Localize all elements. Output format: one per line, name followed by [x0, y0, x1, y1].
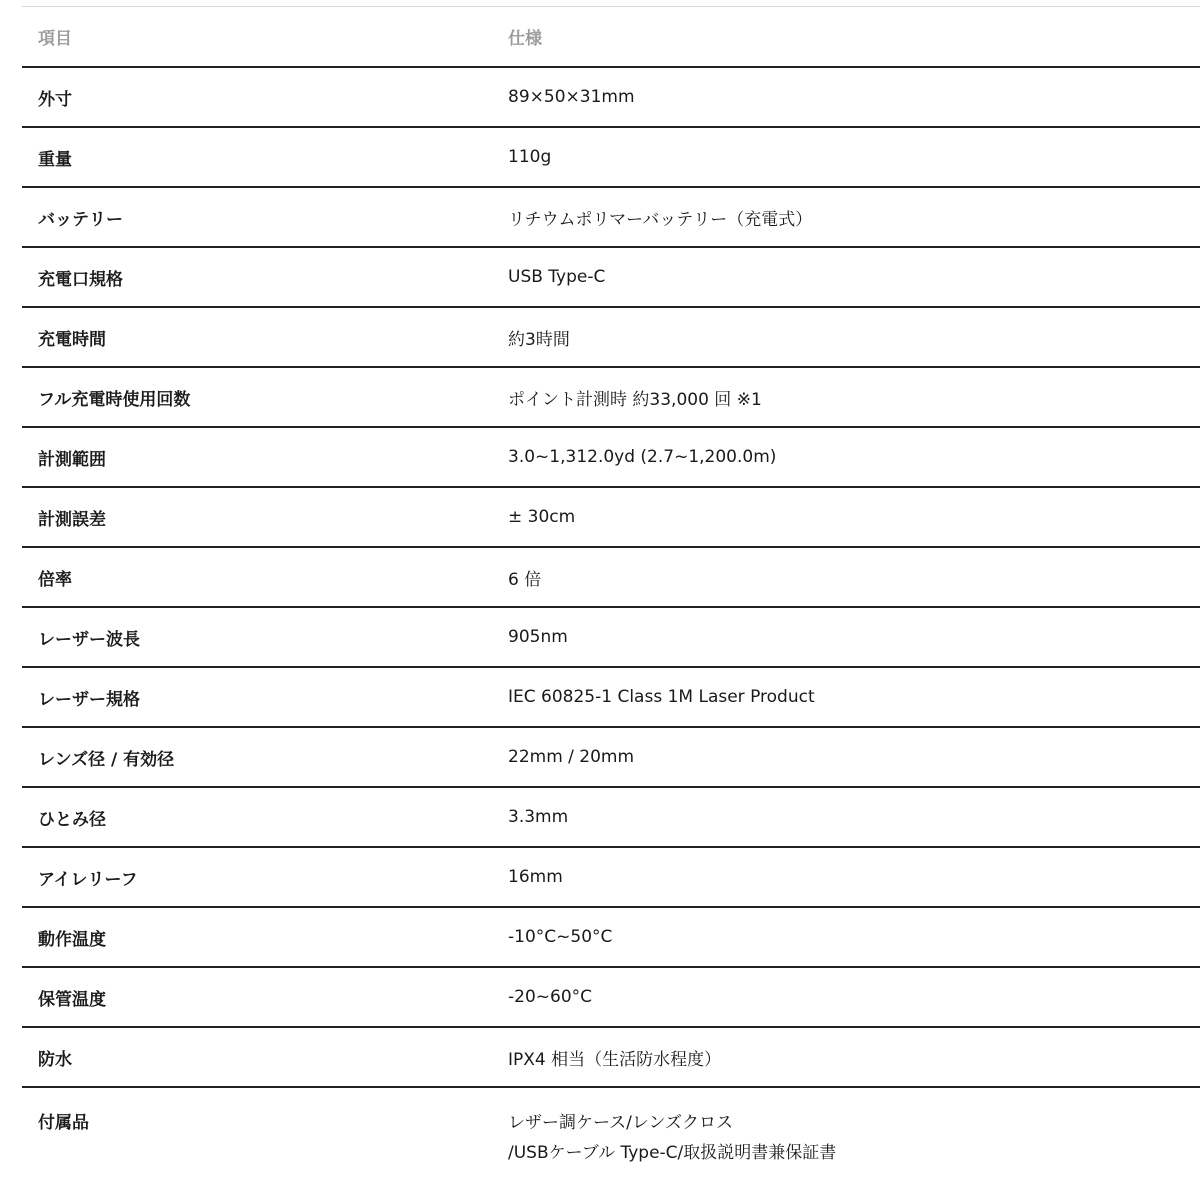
- table-row: [22, 128, 1200, 188]
- row-item: 付属品: [38, 1113, 89, 1133]
- row-spec: 89×50×31mm: [508, 87, 635, 107]
- row-spec: 3.0~1,312.0yd (2.7~1,200.0m): [508, 447, 777, 467]
- row-item: 動作温度: [38, 929, 106, 950]
- row-item: 外寸: [38, 89, 72, 110]
- header-item-label: 項目: [38, 29, 72, 49]
- table-row: [22, 308, 1200, 368]
- table-row: [22, 428, 1200, 488]
- table-row: [22, 368, 1200, 428]
- row-item: アイレリーフ: [38, 869, 138, 890]
- row-spec: 22mm / 20mm: [508, 747, 635, 767]
- row-item: レーザー波長: [38, 629, 140, 650]
- row-spec: 3.3mm: [508, 807, 569, 827]
- row-spec-line: /USBケーブル Type-C/取扱説明書兼保証書: [508, 1143, 837, 1163]
- row-item: 充電時間: [38, 329, 106, 350]
- row-item: フル充電時使用回数: [38, 389, 191, 410]
- row-spec: 110g: [508, 147, 552, 167]
- table-row: [22, 968, 1200, 1028]
- row-spec: 905nm: [508, 627, 568, 647]
- row-spec-multiline: [508, 1088, 1200, 1168]
- row-spec-line: レザー調ケース/レンズクロス: [508, 1113, 733, 1133]
- table-header-row: [22, 7, 1200, 68]
- table-row: [22, 908, 1200, 968]
- row-spec: -10°C~50°C: [508, 927, 613, 947]
- table-row: [22, 668, 1200, 728]
- row-item: レンズ径 / 有効径: [38, 749, 175, 770]
- row-item: レーザー規格: [38, 689, 140, 710]
- row-item: 計測誤差: [38, 509, 106, 530]
- row-item: 保管温度: [38, 989, 106, 1010]
- table-row: [22, 788, 1200, 848]
- table-row: [22, 848, 1200, 908]
- table-row: [22, 1088, 1200, 1178]
- row-spec: ポイント計測時 約33,000 回 ※1: [508, 389, 762, 410]
- table-row: [22, 728, 1200, 788]
- row-item: バッテリー: [38, 209, 123, 230]
- row-spec: 6 倍: [508, 569, 542, 590]
- row-spec: -20~60°C: [508, 987, 593, 1007]
- row-item: 計測範囲: [38, 449, 106, 470]
- table-row: [22, 548, 1200, 608]
- row-spec: IEC 60825-1 Class 1M Laser Product: [508, 687, 815, 707]
- row-item: 倍率: [38, 569, 72, 590]
- table-row: [22, 608, 1200, 668]
- row-spec: IPX4 相当（生活防水程度）: [508, 1049, 722, 1070]
- row-item: 充電口規格: [38, 269, 123, 290]
- row-item: 重量: [38, 149, 72, 170]
- row-spec: リチウムポリマーバッテリー（充電式）: [508, 209, 813, 230]
- table-row: [22, 188, 1200, 248]
- header-spec-label: 仕様: [508, 29, 542, 49]
- table-row: [22, 1028, 1200, 1088]
- row-item: ひとみ径: [38, 809, 106, 830]
- row-spec: 約3時間: [508, 329, 570, 350]
- row-spec: USB Type-C: [508, 267, 606, 287]
- table-row: [22, 248, 1200, 308]
- row-item: 防水: [38, 1049, 72, 1070]
- row-spec: ± 30cm: [508, 507, 576, 527]
- table-row: [22, 68, 1200, 128]
- spec-table: [22, 7, 1200, 1178]
- row-spec: 16mm: [508, 867, 563, 887]
- table-row: [22, 488, 1200, 548]
